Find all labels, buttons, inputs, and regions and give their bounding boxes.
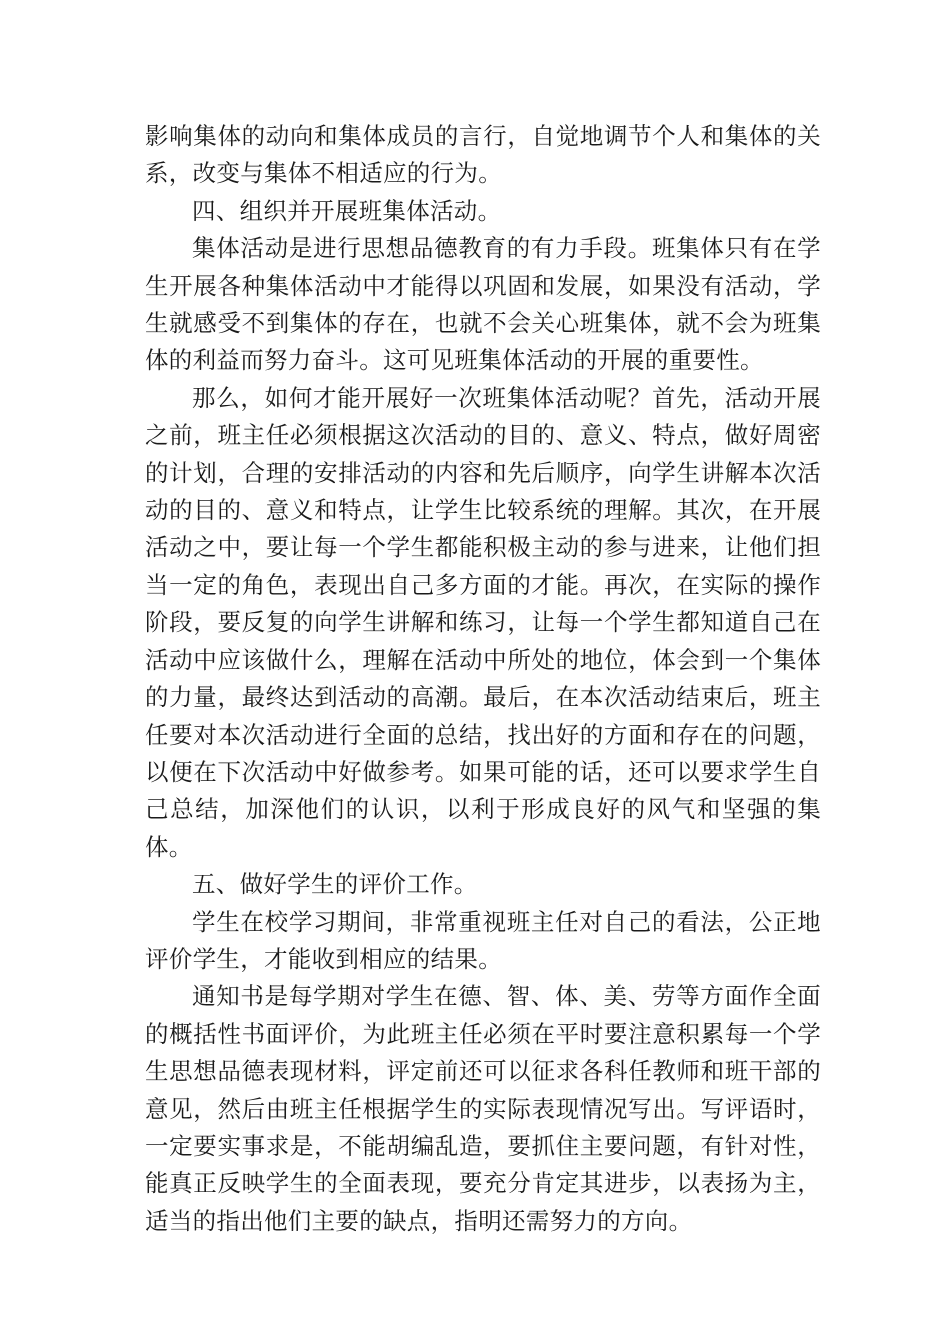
- paragraph-student-evaluation: 学生在校学习期间，非常重视班主任对自己的看法，公正地评价学生，才能收到相应的结果。: [145, 907, 821, 973]
- section-heading-five: 五、做好学生的评价工作。: [192, 870, 478, 899]
- paragraph-report-card: 通知书是每学期对学生在德、智、体、美、劳等方面作全面的概括性书面评价，为此班主任必须在平时要注意积累每一个学生思想品德表现材料，评定前还可以征求各科任教师和班干部的意见，然后由班主任根据学生的实际表现情况写出。写评语时，一定要实事求是，不能胡编乱造，要抓住主要问题，有针对性，能真正反映学生的全面表现，要充分肯定其进步，以表扬为主，适当的指出他们主要的缺点，指明还需努力的方向。: [145, 982, 821, 1235]
- section-heading-four: 四、组织并开展班集体活动。: [192, 196, 502, 225]
- document-body: [145, 118, 821, 1240]
- paragraph-collective-activity: 集体活动是进行思想品德教育的有力手段。班集体只有在学生开展各种集体活动中才能得以巩固和发展，如果没有活动，学生就感受不到集体的存在，也就不会关心班集体，就不会为班集体的利益而努力奋斗。这可见班集体活动的开展的重要性。: [145, 234, 821, 375]
- paragraph-continuation: 影响集体的动向和集体成员的言行，自觉地调节个人和集体的关系，改变与集体不相适应的行为。: [145, 122, 821, 188]
- paragraph-how-to-organize: 那么，如何才能开展好一次班集体活动呢？首先，活动开展之前，班主任必须根据这次活动的目的、意义、特点，做好周密的计划，合理的安排活动的内容和先后顺序，向学生讲解本次活动的目的、意义和特点，让学生比较系统的理解。其次，在开展活动之中，要让每一个学生都能积极主动的参与进来，让他们担当一定的角色，表现出自己多方面的才能。再次，在实际的操作阶段，要反复的向学生讲解和练习，让每一个学生都知道自己在活动中应该做什么，理解在活动中所处的地位，体会到一个集体的力量，最终达到活动的高潮。最后，在本次活动结束后，班主任要对本次活动进行全面的总结，找出好的方面和存在的问题，以便在下次活动中好做参考。如果可能的话，还可以要求学生自己总结，加深他们的认识，以利于形成良好的风气和坚强的集体。: [145, 383, 821, 861]
